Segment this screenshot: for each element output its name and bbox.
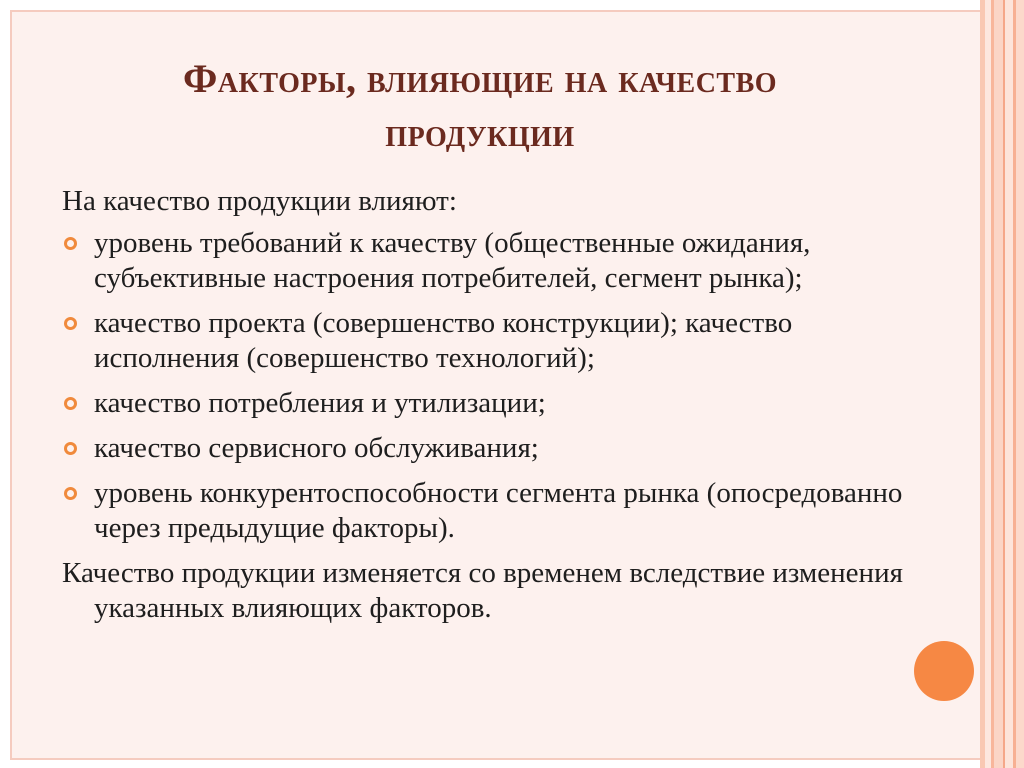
list-item-text: уровень требований к качеству (общественные ожидания, субъективные настроения потребителей, сегмент рынка); <box>94 227 811 294</box>
conclusion-text: Качество продукции изменяется со временем вследствие изменения указанных влияющих факторов. <box>62 557 903 624</box>
list-item <box>62 476 942 546</box>
title-line-2: продукции <box>385 110 575 155</box>
ring-bullet-icon <box>64 442 77 455</box>
ring-bullet-icon <box>64 397 77 410</box>
list-item <box>62 306 942 376</box>
title-line-1: Факторы, влияющие на качество <box>182 56 778 101</box>
slide-body <box>62 184 942 633</box>
decor-stripe <box>1005 0 1013 768</box>
list-item-text: качество сервисного обслуживания; <box>94 432 539 464</box>
factor-list <box>62 226 942 546</box>
ring-bullet-icon <box>64 237 77 250</box>
orange-circle-icon <box>914 641 974 701</box>
decor-stripe <box>994 0 1003 768</box>
intro-text: На качество продукции влияют: <box>62 185 457 217</box>
list-item <box>62 431 942 466</box>
slide-title <box>110 52 850 160</box>
list-item-text: уровень конкурентоспособности сегмента рынка (опосредованно через предыдущие факторы). <box>94 477 903 544</box>
list-item <box>62 386 942 421</box>
list-item-text: качество потребления и утилизации; <box>94 387 546 419</box>
list-item <box>62 226 942 296</box>
list-item-text: качество проекта (совершенство конструкции); качество исполнения (совершенство технологий); <box>94 307 793 374</box>
decor-stripe <box>1016 0 1024 768</box>
ring-bullet-icon <box>64 317 77 330</box>
ring-bullet-icon <box>64 487 77 500</box>
